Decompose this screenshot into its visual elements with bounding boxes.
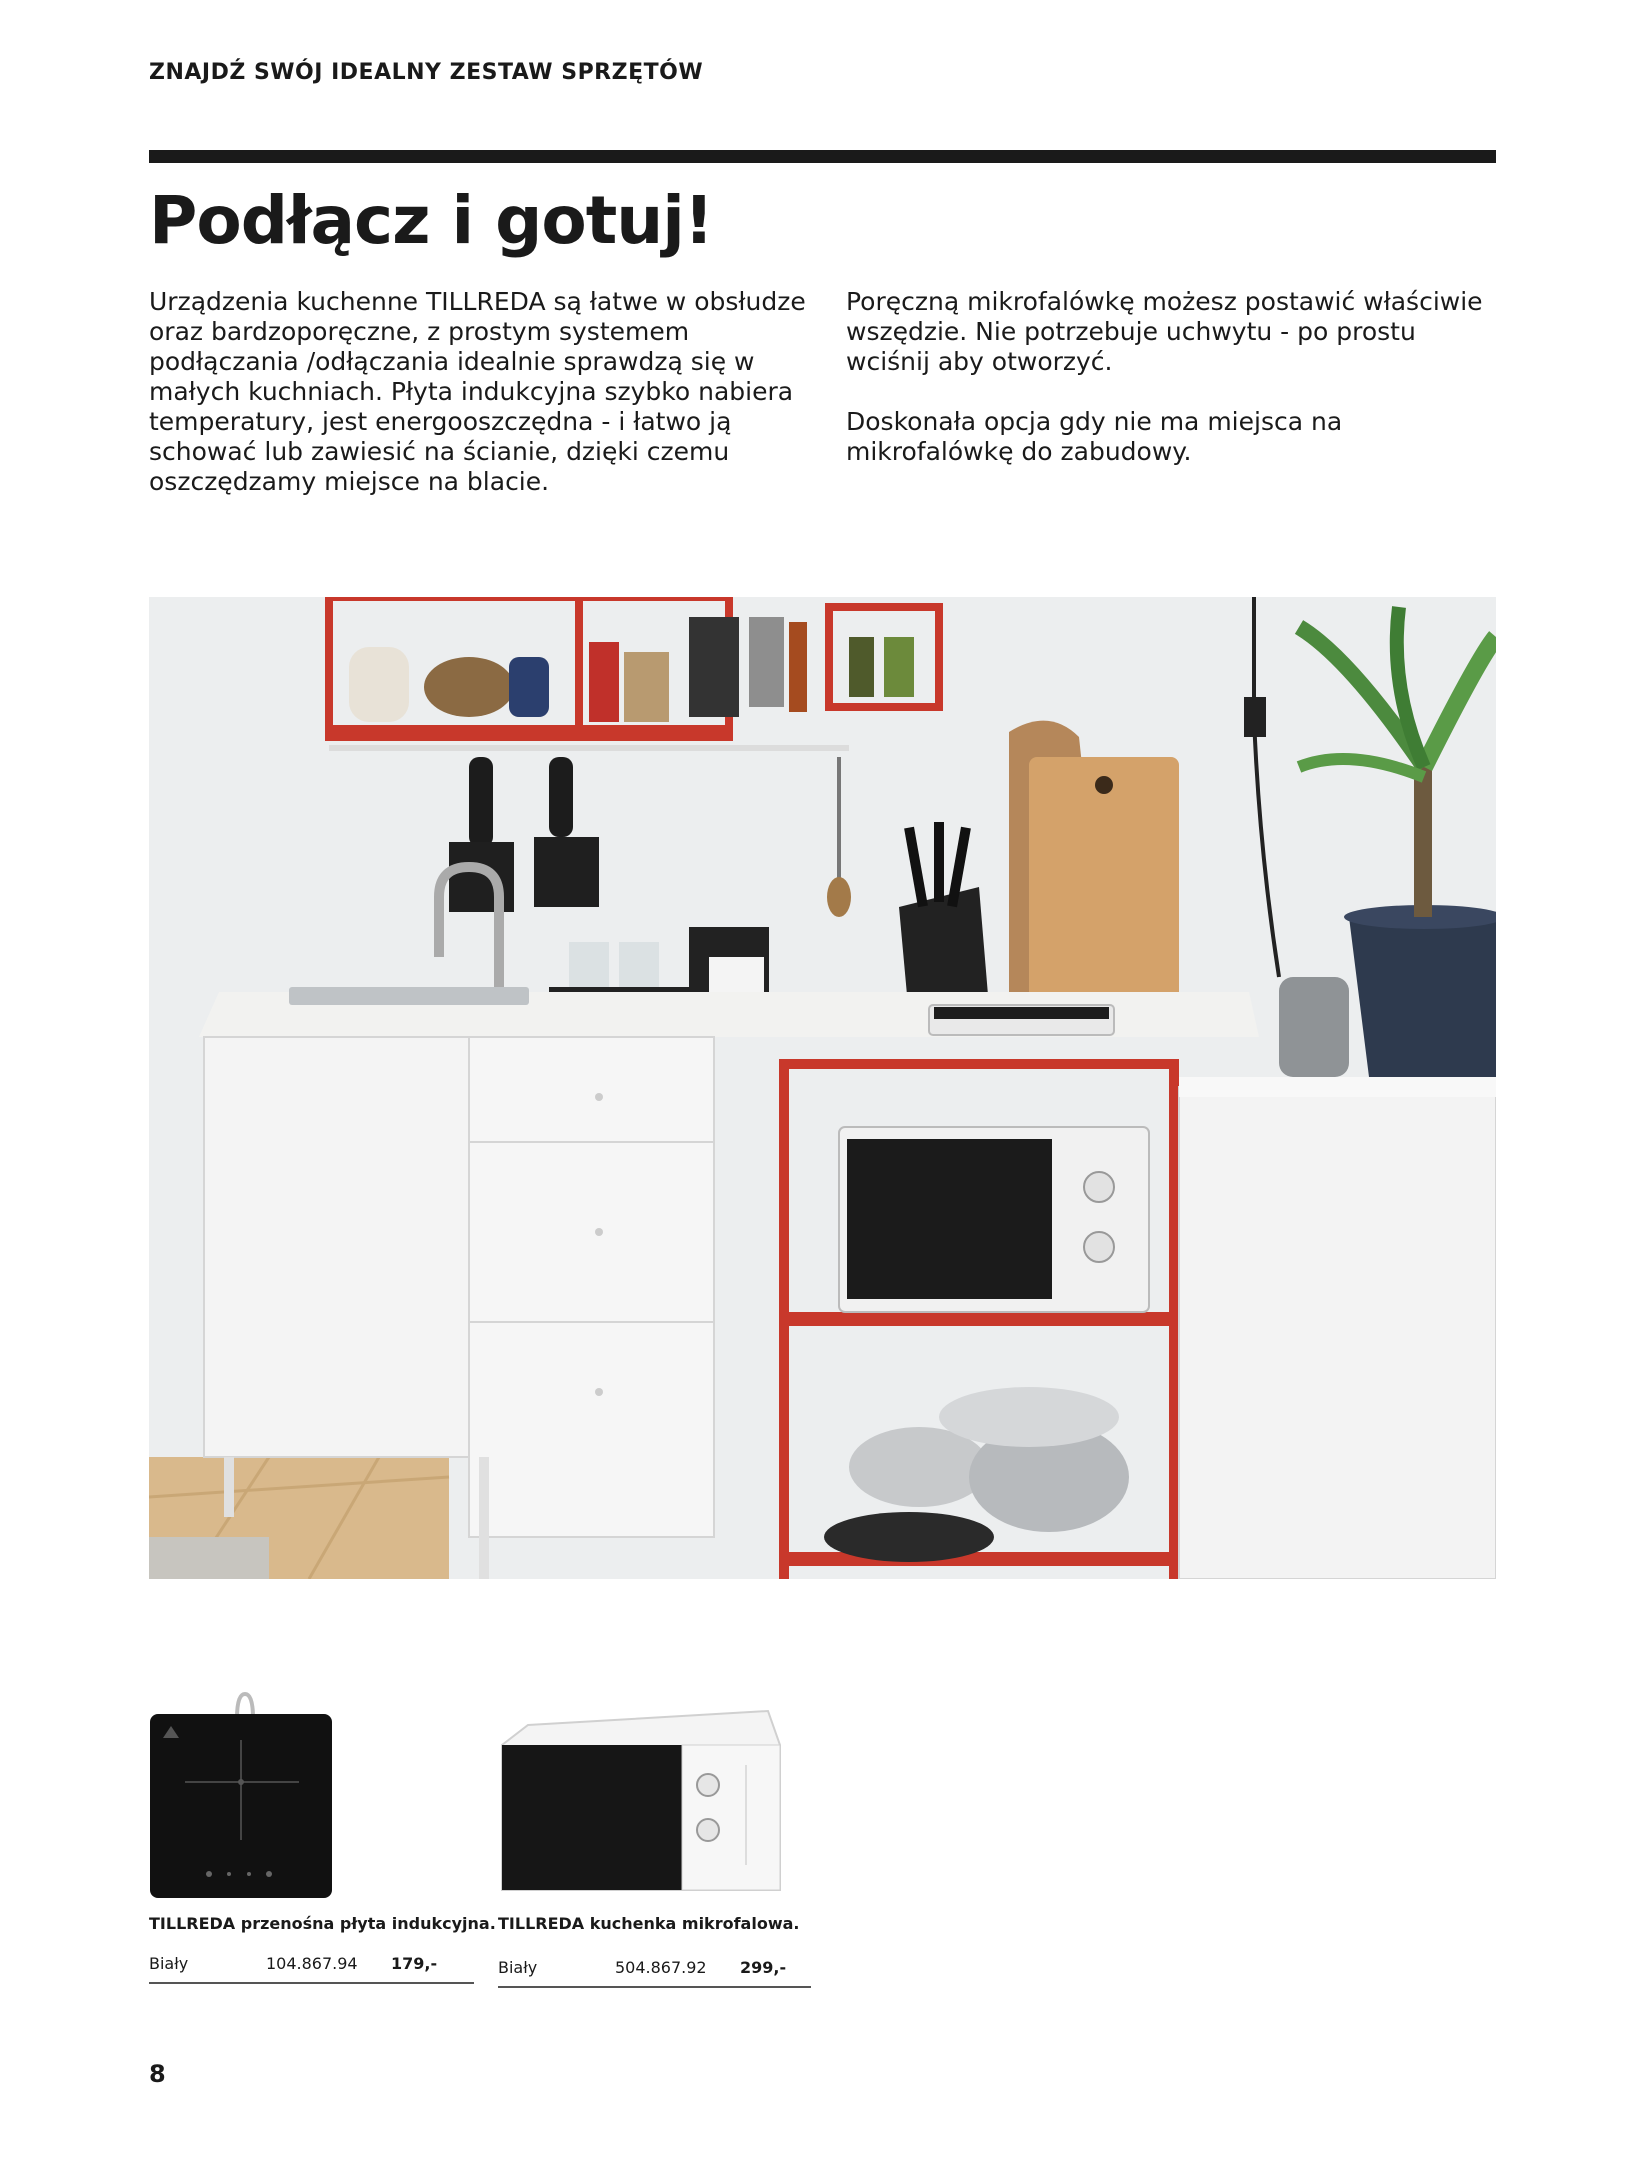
product-name: TILLREDA kuchenka mikrofalowa. bbox=[498, 1914, 800, 1933]
intro-right-paragraph-1: Poręczną mikrofalówkę możesz postawić właściwie wszędzie. Nie potrzebuje uchwytu - po prostu wciśnij aby otworzyć. bbox=[846, 287, 1483, 376]
article-number: 504.867.92 bbox=[615, 1958, 707, 1977]
product-price: 179,- bbox=[391, 1954, 438, 1973]
product-name: TILLREDA przenośna płyta indukcyjna. bbox=[149, 1914, 496, 1933]
product-color: Biały bbox=[498, 1958, 538, 1977]
article-number: 104.867.94 bbox=[266, 1954, 358, 1973]
page-number: 8 bbox=[149, 2060, 166, 2088]
header-rule bbox=[149, 150, 1496, 163]
intro-right-paragraph-2: Doskonała opcja gdy nie ma miejsca na mikrofalówkę do zabudowy. bbox=[846, 407, 1343, 466]
product-price: 299,- bbox=[740, 1958, 787, 1977]
page-title: Podłącz i gotuj! bbox=[149, 182, 713, 259]
microwave-image bbox=[498, 1705, 783, 1895]
product-microwave bbox=[498, 1690, 811, 1980]
induction-plate-image bbox=[149, 1690, 334, 1900]
intro-left-column bbox=[149, 287, 809, 497]
price-row bbox=[498, 1952, 811, 1988]
kitchen-photo bbox=[149, 597, 1496, 1579]
intro-left-paragraph: Urządzenia kuchenne TILLREDA są łatwe w obsłudze oraz bardzoporęczne, z prostym systemem podłączania /odłączania idealnie sprawdzą się w małych kuchniach. Płyta indukcyjna szybko nabiera temperatury, jest energooszczędna - i łatwo ją schować lub zawiesić na ścianie, dzięki czemu oszczędzamy miejsce na blacie. bbox=[149, 287, 806, 496]
product-induction-plate bbox=[149, 1690, 496, 1980]
section-label: ZNAJDŹ SWÓJ IDEALNY ZESTAW SPRZĘTÓW bbox=[149, 60, 704, 85]
product-color: Biały bbox=[149, 1954, 189, 1973]
price-row bbox=[149, 1948, 474, 1984]
intro-right-column bbox=[846, 287, 1496, 467]
